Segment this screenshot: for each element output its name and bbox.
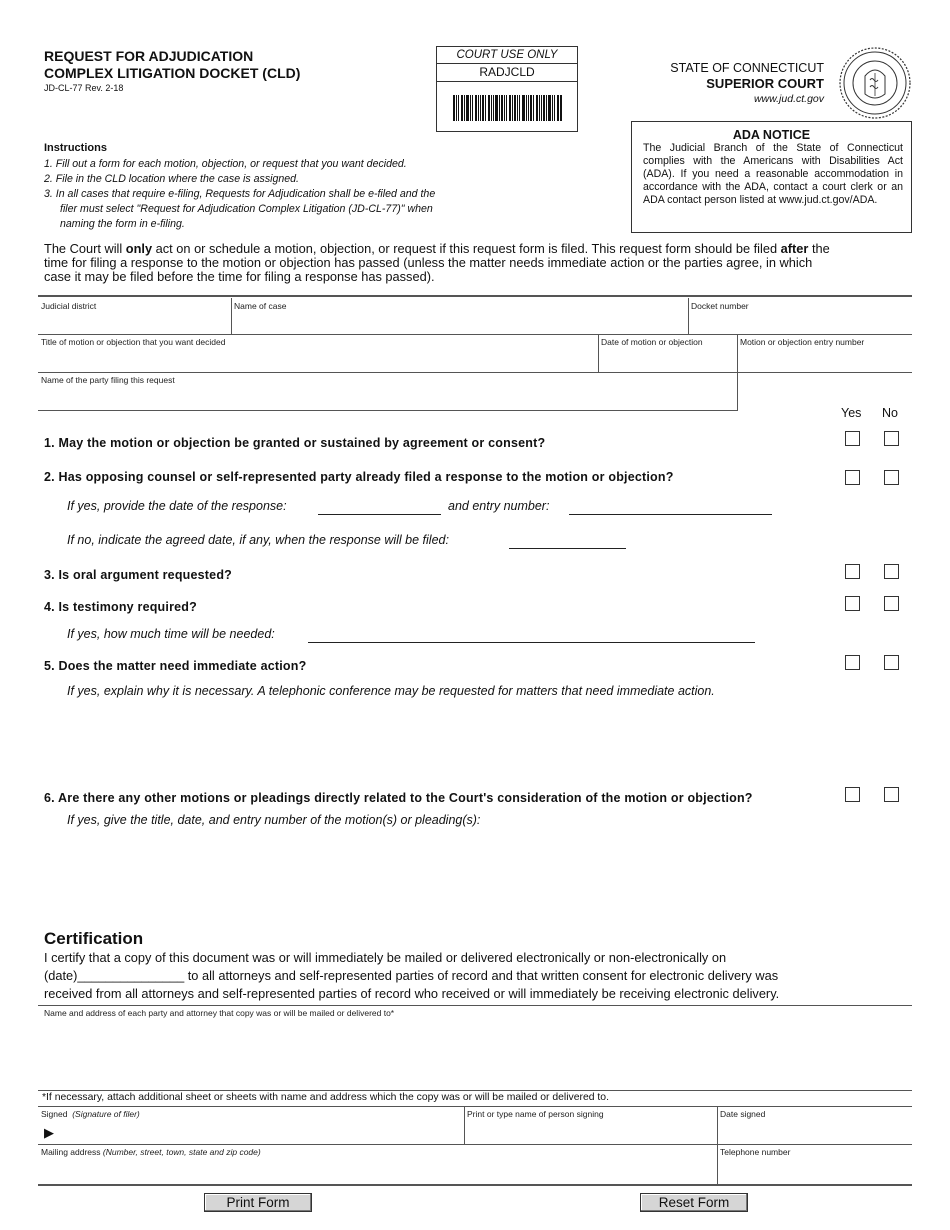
date-signed-field[interactable] [717, 1106, 912, 1144]
filing-notice [44, 242, 914, 284]
q2-no-checkbox[interactable] [884, 470, 899, 485]
certification-divider [38, 1005, 912, 1006]
filing-notice-line2: time for filing a response to the motion or objection has passed (unless the matter needs immediate action or the parties agree, in which [44, 255, 813, 270]
q4-time-input[interactable] [308, 642, 755, 643]
instruction-3-end: naming the form in e-filing. [60, 218, 185, 230]
q2-response-date-input[interactable] [318, 514, 441, 515]
form-title-line1: REQUEST FOR ADJUDICATION [44, 48, 254, 64]
grid-line [38, 1090, 912, 1091]
party-name-field[interactable] [38, 372, 737, 410]
telephone-field[interactable] [717, 1144, 912, 1184]
question-3: 3. Is oral argument requested? [44, 568, 232, 582]
q2-agreed-date-input[interactable] [509, 548, 626, 549]
names-addresses-label: Name and address of each party and attorney that copy was or will be mailed or delivered to* [44, 1008, 395, 1018]
ada-title: ADA NOTICE [732, 128, 811, 142]
form-title-line2: COMPLEX LITIGATION DOCKET (CLD) [44, 65, 301, 81]
case-name-field[interactable] [231, 298, 687, 334]
certification-line2: (date)_______________ to all attorneys and self-represented parties of record and that written consent for electronic delivery was [44, 968, 779, 983]
certification-title: Certification [44, 929, 144, 948]
arrow-right-icon: ▶ [44, 1125, 54, 1140]
q2-entry-number-input[interactable] [569, 514, 772, 515]
q3-no-checkbox[interactable] [884, 564, 899, 579]
print-form-button[interactable]: Print Form [204, 1193, 312, 1212]
grid-bottom-border [38, 1184, 912, 1186]
judicial-district-label: Judicial district [41, 301, 97, 311]
telephone-label: Telephone number [720, 1147, 791, 1157]
q5-yes-checkbox[interactable] [845, 655, 860, 670]
party-name-label: Name of the party filing this request [41, 375, 175, 385]
motion-date-field[interactable] [598, 334, 736, 372]
motion-title-field[interactable] [38, 334, 598, 372]
q4-no-checkbox[interactable] [884, 596, 899, 611]
q2-entry-label: and entry number: [448, 499, 550, 513]
q2-date-label: If yes, provide the date of the response: [67, 499, 287, 513]
q1-no-checkbox[interactable] [884, 431, 899, 446]
court-use-box [436, 46, 578, 132]
court-use-code: RADJCLD [437, 64, 577, 82]
q1-yes-checkbox[interactable] [845, 431, 860, 446]
mailing-address-label [41, 1147, 261, 1157]
q6-details-area[interactable] [67, 831, 907, 921]
signed-hint: (Signature of filer) [72, 1109, 140, 1119]
notice-only: only [125, 241, 153, 256]
motion-date-label: Date of motion or objection [601, 337, 703, 347]
instructions-list [44, 157, 435, 232]
entry-number-label: Motion or objection entry number [740, 337, 865, 347]
print-name-label: Print or type name of person signing [467, 1109, 604, 1119]
court-name: SUPERIOR COURT [706, 76, 824, 91]
signed-label-text: Signed [41, 1109, 68, 1119]
notice-after: after [780, 241, 809, 256]
grid-top-border [38, 295, 912, 297]
question-1: 1. May the motion or objection be granted or sustained by agreement or consent? [44, 436, 546, 450]
ada-text: The Judicial Branch of the State of Connecticut complies with the Americans with Disabilities Act (ADA). If you need a reasonable accommodation in accordance with the ADA, contact a court clerk or an ADA contact person listed at www.jud.ct.gov/ADA. [643, 142, 903, 206]
no-header: No [882, 406, 898, 420]
entry-number-field[interactable] [737, 334, 912, 372]
mailing-hint: (Number, street, town, state and zip code) [102, 1147, 261, 1157]
q6-details-label: If yes, give the title, date, and entry number of the motion(s) or pleading(s): [67, 813, 481, 827]
q2-agreed-date-label: If no, indicate the agreed date, if any, when the response will be filed: [67, 533, 449, 547]
mailing-address-field[interactable] [38, 1144, 717, 1184]
q5-explain-label: If yes, explain why it is necessary. A telephonic conference may be requested for matters that need immediate action. [67, 684, 715, 698]
q4-time-label: If yes, how much time will be needed: [67, 627, 275, 641]
certification-line3: received from all attorneys and self-represented parties of record who received or will immediately be receiving electronic delivery. [44, 986, 780, 1001]
filing-notice-line3: case it may be filed before the time for filing a response has passed). [44, 269, 435, 284]
question-6: 6. Are there any other motions or pleadings directly related to the Court's consideration of the motion or objection? [44, 791, 753, 805]
instructions-title: Instructions [44, 142, 107, 154]
court-use-label: COURT USE ONLY [437, 47, 577, 64]
signed-label [41, 1109, 140, 1119]
instruction-1: 1. Fill out a form for each motion, objection, or request that you want decided. [44, 158, 407, 170]
notice-part3: the [808, 241, 830, 256]
certification-line1: I certify that a copy of this document was or will immediately be mailed or delivered electronically or non-electronically on [44, 950, 727, 965]
notice-part2: act on or schedule a motion, objection, or request if this request form is filed. This request form should be filed [152, 241, 781, 256]
docket-number-field[interactable] [688, 298, 912, 334]
grid-line [38, 410, 738, 411]
q6-no-checkbox[interactable] [884, 787, 899, 802]
q4-yes-checkbox[interactable] [845, 596, 860, 611]
yes-header: Yes [841, 406, 862, 420]
form-id: JD-CL-77 Rev. 2-18 [44, 83, 124, 93]
reset-form-button[interactable]: Reset Form [640, 1193, 748, 1212]
instruction-2: 2. File in the CLD location where the case is assigned. [44, 173, 299, 185]
state-name: STATE OF CONNECTICUT [670, 61, 824, 75]
footnote: *If necessary, attach additional sheet or sheets with name and address which the copy was or will be mailed or delivered to. [42, 1092, 609, 1103]
filing-notice-line1 [44, 242, 914, 256]
case-name-label: Name of case [234, 301, 287, 311]
names-addresses-field[interactable] [38, 1020, 912, 1088]
notice-part1: The Court will [44, 241, 126, 256]
q6-yes-checkbox[interactable] [845, 787, 860, 802]
q5-no-checkbox[interactable] [884, 655, 899, 670]
print-name-field[interactable] [464, 1106, 717, 1144]
barcode-icon [453, 95, 563, 121]
certification-text [44, 949, 779, 1003]
question-4: 4. Is testimony required? [44, 600, 197, 614]
docket-number-label: Docket number [691, 301, 749, 311]
motion-title-label: Title of motion or objection that you want decided [41, 337, 226, 347]
q2-yes-checkbox[interactable] [845, 470, 860, 485]
judicial-district-field[interactable] [38, 298, 231, 334]
instruction-3: 3. In all cases that require e-filing, Requests for Adjudication shall be e-filed and the [44, 188, 436, 200]
q5-explanation-area[interactable] [67, 702, 907, 782]
question-2: 2. Has opposing counsel or self-represented party already filed a response to the motion or objection? [44, 470, 674, 484]
signature-field[interactable] [38, 1106, 464, 1144]
mailing-label-text: Mailing address [41, 1147, 101, 1157]
question-5: 5. Does the matter need immediate action? [44, 659, 307, 673]
state-seal-icon [838, 46, 912, 120]
court-website: www.jud.ct.gov [753, 93, 824, 105]
date-signed-label: Date signed [720, 1109, 766, 1119]
q3-yes-checkbox[interactable] [845, 564, 860, 579]
ada-notice-box [631, 121, 912, 233]
instruction-3-cont: filer must select "Request for Adjudication Complex Litigation (JD-CL-77)" when [60, 203, 433, 215]
